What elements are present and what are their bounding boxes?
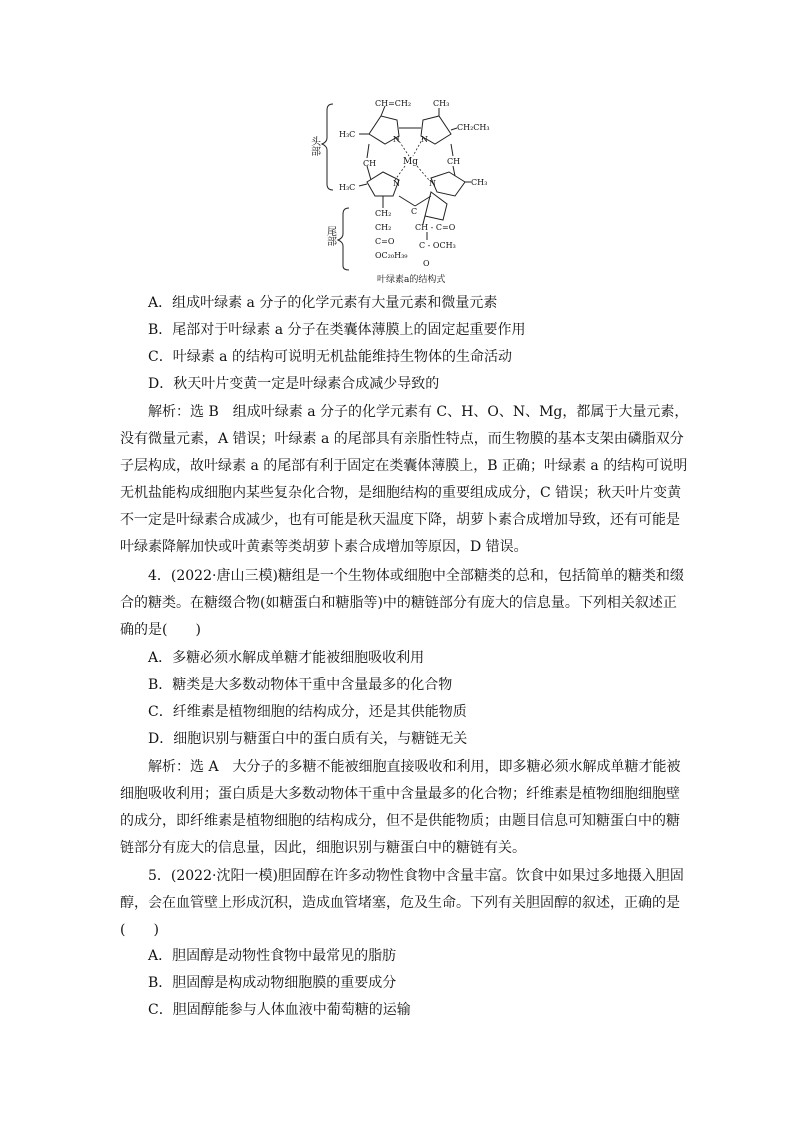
q4-option-d: D．细胞识别与糖蛋白中的蛋白质有关，与糖链无关: [148, 731, 468, 747]
methyl-label-right: CH₃: [471, 178, 488, 187]
q4-stem-line: 确的是( ): [120, 622, 201, 638]
q5-stem-line: ( ): [120, 922, 159, 938]
ch2-label-2: CH₂: [375, 223, 392, 232]
oc20-label: OC₂₀H₃₉: [375, 251, 408, 260]
q4-analysis-line: 的成分，即纤维素是植物细胞的结构成分，但不是供能物质；由题目信息可知糖蛋白中的糖: [120, 813, 680, 829]
q3-analysis-line: 叶绿素降解加快或叶黄素等类胡萝卜素合成增加等原因，D 错误。: [120, 539, 528, 555]
bridge-right-top: [451, 144, 453, 156]
q3-analysis-line: 解析：选 B 组成叶绿素 a 分子的化学元素有 C、H、O、N、Mg，都属于大量元素，: [148, 404, 689, 420]
head-label: 头部: [308, 136, 320, 156]
c-label-bridge: C: [411, 207, 418, 216]
pyrrole-ring-c: [431, 172, 465, 196]
ch2-label-1: CH₂: [375, 209, 392, 218]
vinyl-label: CH=CH₂: [375, 99, 412, 108]
h3c-label-top: H₃C: [339, 130, 356, 139]
q4-option-b: B．糖类是大多数动物体干重中含量最多的化合物: [148, 677, 453, 693]
figure-caption: 叶绿素a的结构式: [377, 275, 446, 285]
q4-analysis-line: 解析：选 A 大分子的多糖不能被细胞直接吸收和利用，即多糖必须水解成单糖才能被: [148, 759, 681, 775]
q3-option-d: D．秋天叶片变黄一定是叶绿素合成减少导致的: [148, 376, 440, 392]
q3-analysis-line: 无机盐能构成细胞内某些复杂化合物，是细胞结构的重要组成成分，C 错误；秋天叶片变黄: [120, 485, 682, 501]
mg-bond-c: [417, 166, 429, 180]
q4-stem-line: 合的糖类。在糖缀合物(如糖蛋白和糖脂等)中的糖链部分有庞大的信息量。下列相关叙述正: [120, 595, 677, 611]
q4-option-a: A．多糖必须水解成单糖才能被细胞吸收利用: [148, 650, 425, 666]
q3-analysis-line: 没有微量元素，A 错误；叶绿素 a 的尾部具有亲脂性特点，而生物膜的基本支架由磷脂双分: [120, 431, 684, 447]
q4-stem-line: 4．(2022·唐山三模)糖组是一个生物体或细胞中全部糖类的总和，包括简单的糖类和缀: [148, 568, 684, 584]
h3c-label-bottom: H₃C: [339, 183, 356, 192]
tail-label: 尾部: [324, 226, 336, 246]
q3-option-c: C．叶绿素 a 的结构可说明无机盐能维持生物体的生命活动: [148, 349, 512, 365]
q5-stem-line: 5．(2022·沈阳一模)胆固醇在许多动物性食物中含量丰富。饮食中如果过多地摄入胆固: [148, 868, 684, 884]
ch-label-right: CH: [447, 157, 461, 166]
mg-label: Mg: [403, 157, 418, 167]
ch-label-left: CH: [363, 159, 377, 168]
methyl-label-top: CH₃: [433, 99, 450, 108]
n-label-d: N: [393, 179, 400, 188]
q4-analysis-line: 细胞吸收利用；蛋白质是大多数动物体干重中含量最多的化合物；纤维素是植物细胞细胞壁: [120, 786, 680, 802]
n-label-c: N: [429, 179, 436, 188]
q3-option-a: A．组成叶绿素 a 分子的化学元素有大量元素和微量元素: [148, 295, 498, 311]
q3-option-b: B．尾部对于叶绿素 a 分子在类囊体薄膜上的固定起重要作用: [148, 322, 526, 338]
chlorophyll-a-structure-diagram: [305, 92, 505, 288]
q5-option-b: B．胆固醇是构成动物细胞膜的重要成分: [148, 975, 397, 991]
mg-bond-d: [395, 166, 405, 180]
ethyl-label: CH₂CH₃: [457, 123, 490, 132]
c-och3-label: C - OCH₃: [419, 241, 456, 250]
o-label: O: [423, 259, 430, 268]
q3-analysis-line: 不一定是叶绿素合成减少，也有可能是秋天温度下降，胡萝卜素合成增加导致，还有可能是: [120, 512, 680, 528]
q4-option-c: C．纤维素是植物细胞的结构成分，还是其供能物质: [148, 704, 467, 720]
chlorophyll-a-structure-figure: [305, 92, 505, 288]
q4-analysis-line: 链部分有庞大的信息量，因此，细胞识别与糖蛋白中的糖链有关。: [120, 840, 526, 856]
n-label-a: N: [393, 135, 400, 144]
q3-analysis-line: 子层构成，故叶绿素 a 的尾部有利于固定在类囊体薄膜上，B 正确；叶绿素 a 的结构可说明: [120, 458, 688, 474]
bridge-bottom-left: [399, 196, 415, 206]
n-label-b: N: [421, 135, 428, 144]
bridge-left-bottom: [367, 166, 371, 180]
ch-c-o-label: CH - C=O: [415, 223, 456, 232]
q5-option-c: C．胆固醇能参与人体血液中葡萄糖的运输: [148, 1002, 411, 1018]
tail-brace: [338, 208, 349, 270]
q5-option-a: A．胆固醇是动物性食物中最常见的脂肪: [148, 948, 397, 964]
head-brace: [322, 104, 333, 190]
methyl-bond-d: [359, 184, 367, 186]
q5-stem-line: 醇，会在血管壁上形成沉积，造成血管堵塞，危及生命。下列有关胆固醇的叙述，正确的是: [120, 895, 680, 911]
ring-e: [425, 192, 447, 220]
bridge-left-top: [367, 144, 369, 158]
c-eq-o-label: C=O: [375, 237, 395, 246]
